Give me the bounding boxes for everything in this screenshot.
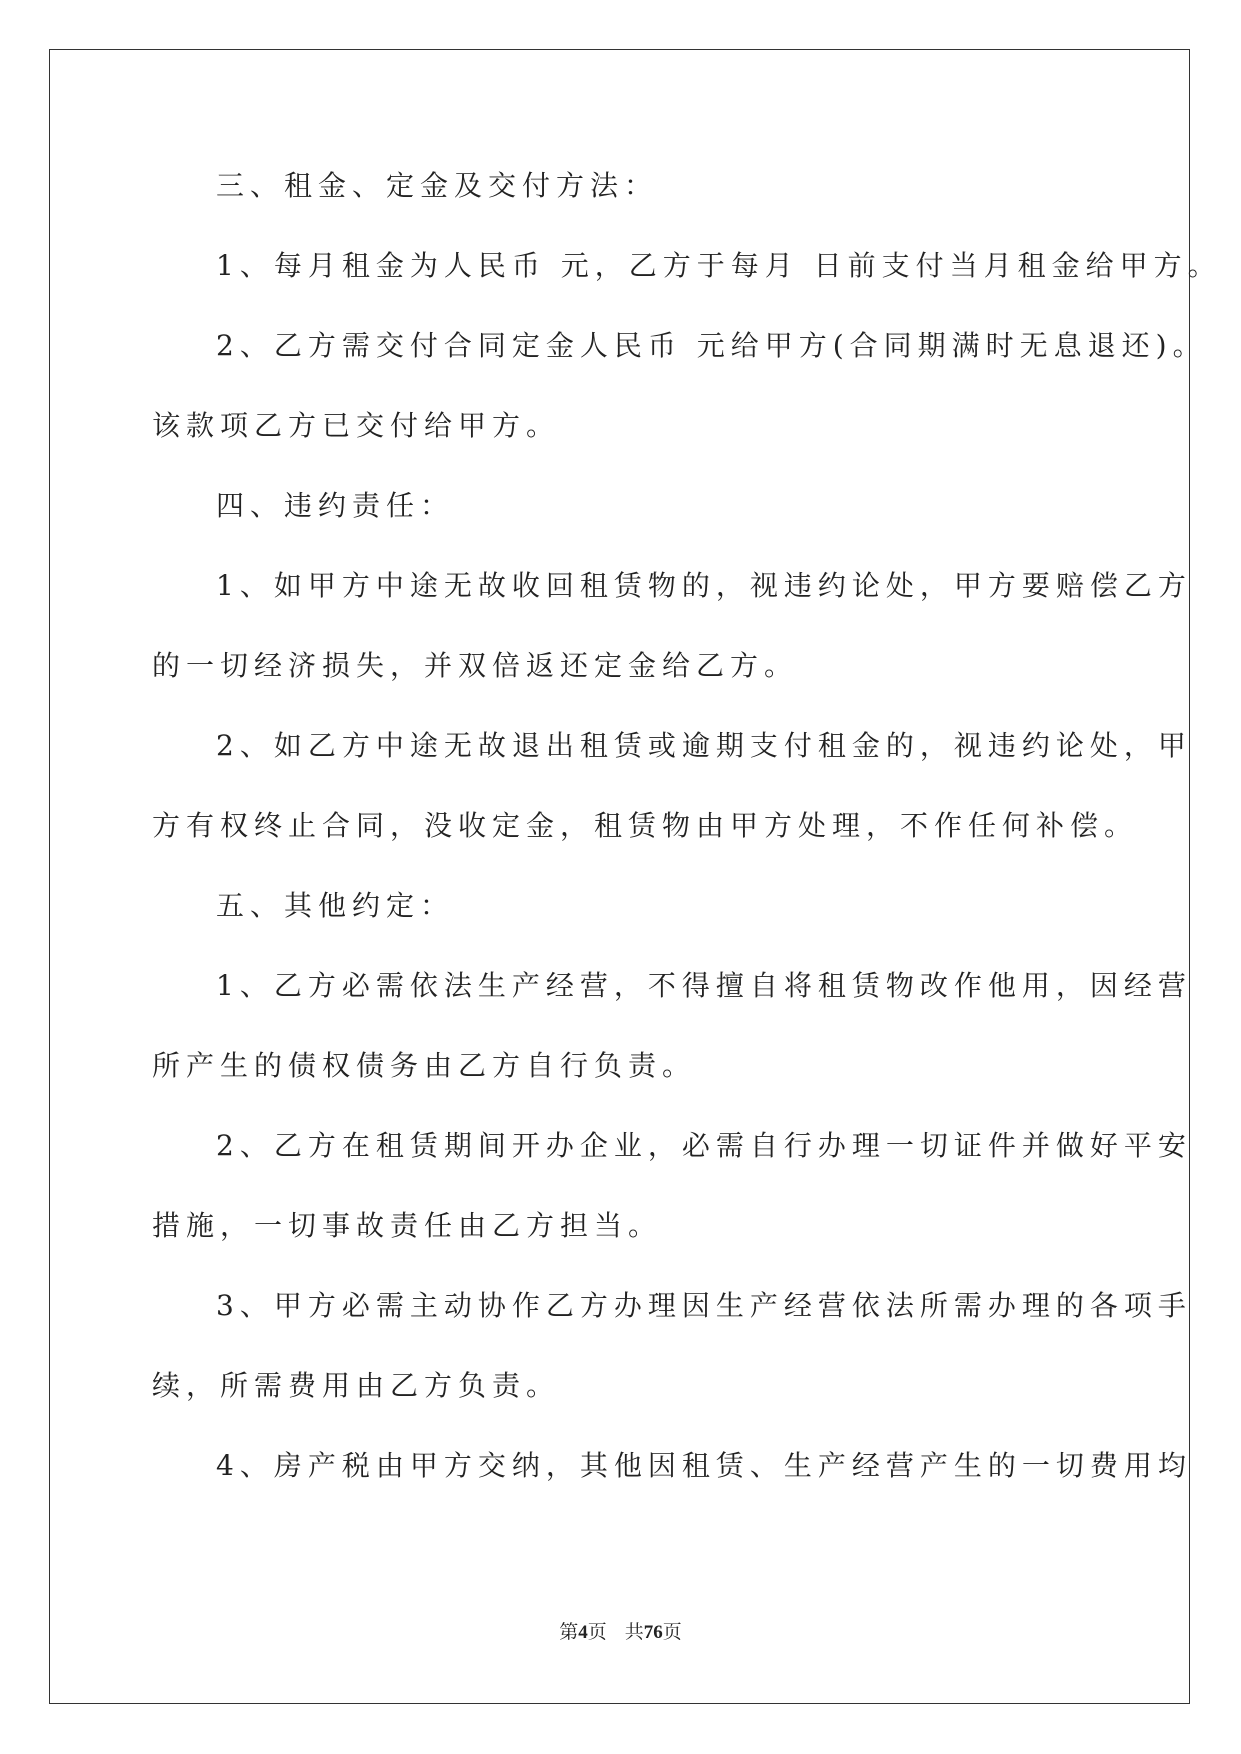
text-line: 2、如乙方中途无故退出租赁或逾期支付租金的，视违约论处，甲 <box>216 729 1192 762</box>
text-line: 1、乙方必需依法生产经营，不得擅自将租赁物改作他用，因经营 <box>216 969 1192 1002</box>
text-line: 三、租金、定金及交付方法： <box>216 169 659 202</box>
page-prefix: 第 <box>559 1622 579 1643</box>
page-footer <box>0 1617 1241 1644</box>
text-line: 续，所需费用由乙方负责。 <box>152 1369 561 1402</box>
total-prefix: 共 <box>624 1622 644 1643</box>
text-line: 3、甲方必需主动协作乙方办理因生产经营依法所需办理的各项手 <box>216 1289 1192 1322</box>
text-line: 该款项乙方已交付给甲方。 <box>152 409 561 442</box>
text-line: 1、每月租金为人民币 元，乙方于每月 日前支付当月租金给甲方。 <box>216 249 1222 282</box>
text-line: 五、其他约定： <box>216 889 455 922</box>
text-line: 方有权终止合同，没收定金，租赁物由甲方处理，不作任何补偿。 <box>152 809 1139 842</box>
page-number: 4 <box>578 1622 588 1643</box>
text-line: 2、乙方需交付合同定金人民币 元给甲方(合同期满时无息退还)。 <box>216 329 1207 362</box>
document-body <box>152 168 1222 1528</box>
text-line: 的一切经济损失，并双倍返还定金给乙方。 <box>152 649 799 682</box>
text-line: 1、如甲方中途无故收回租赁物的，视违约论处，甲方要赔偿乙方 <box>216 569 1192 602</box>
total-suffix: 页 <box>662 1622 682 1643</box>
text-line: 2、乙方在租赁期间开办企业，必需自行办理一切证件并做好平安 <box>216 1129 1192 1162</box>
page-suffix: 页 <box>587 1622 607 1643</box>
text-line: 所产生的债权债务由乙方自行负责。 <box>152 1049 697 1082</box>
text-line: 4、房产税由甲方交纳，其他因租赁、生产经营产生的一切费用均 <box>216 1449 1192 1482</box>
text-line: 四、违约责任： <box>216 489 455 522</box>
total-pages: 76 <box>643 1622 663 1643</box>
text-line: 措施，一切事故责任由乙方担当。 <box>152 1209 663 1242</box>
